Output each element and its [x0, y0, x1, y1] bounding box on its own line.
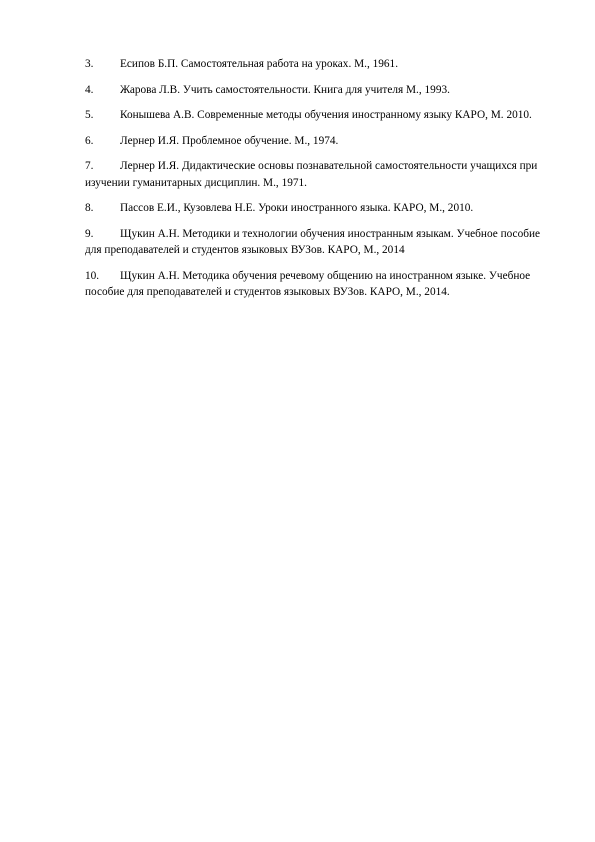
reference-number: 6.	[85, 134, 94, 147]
reference-text: Жарова Л.В. Учить самостоятельности. Книга для учителя М., 1993.	[120, 83, 450, 96]
reference-number: 5.	[85, 109, 94, 121]
reference-item	[85, 82, 545, 99]
reference-item	[85, 268, 545, 301]
reference-item	[85, 56, 545, 73]
reference-text: Пассов Е.И., Кузовлева Н.Е. Уроки иностранного языка. КАРО, М., 2010.	[120, 202, 474, 214]
reference-number: 7.	[85, 160, 94, 172]
reference-text: Лернер И.Я. Дидактические основы познавательной самостоятельности учащихся при изучении гуманитарных дисциплин. М., 1971.	[85, 160, 538, 189]
reference-item	[85, 158, 545, 191]
reference-text: Есипов Б.П. Самостоятельная работа на уроках. М., 1961.	[120, 58, 399, 70]
reference-item	[85, 133, 545, 150]
reference-number: 10.	[85, 269, 100, 282]
reference-number: 4.	[85, 83, 94, 96]
reference-text: Щукин А.Н. Методика обучения речевому общению на иностранном языке. Учебное пособие для преподавателей и студентов языковых ВУЗов. КАРО, М., 2014.	[85, 269, 531, 298]
reference-number: 8.	[85, 202, 94, 214]
reference-number: 3.	[85, 58, 94, 70]
reference-list	[85, 56, 545, 310]
reference-item	[85, 226, 545, 259]
reference-number: 9.	[85, 227, 94, 240]
reference-text: Лернер И.Я. Проблемное обучение. М., 1974.	[120, 134, 339, 147]
reference-item	[85, 107, 545, 124]
reference-item	[85, 200, 545, 217]
reference-text: Конышева А.В. Современные методы обучения иностранному языку КАРО, М. 2010.	[120, 109, 532, 121]
reference-text: Щукин А.Н. Методики и технологии обучения иностранным языкам. Учебное пособие для преподавателей и студентов языковых ВУЗов. КАРО, М., 2014	[85, 227, 541, 256]
